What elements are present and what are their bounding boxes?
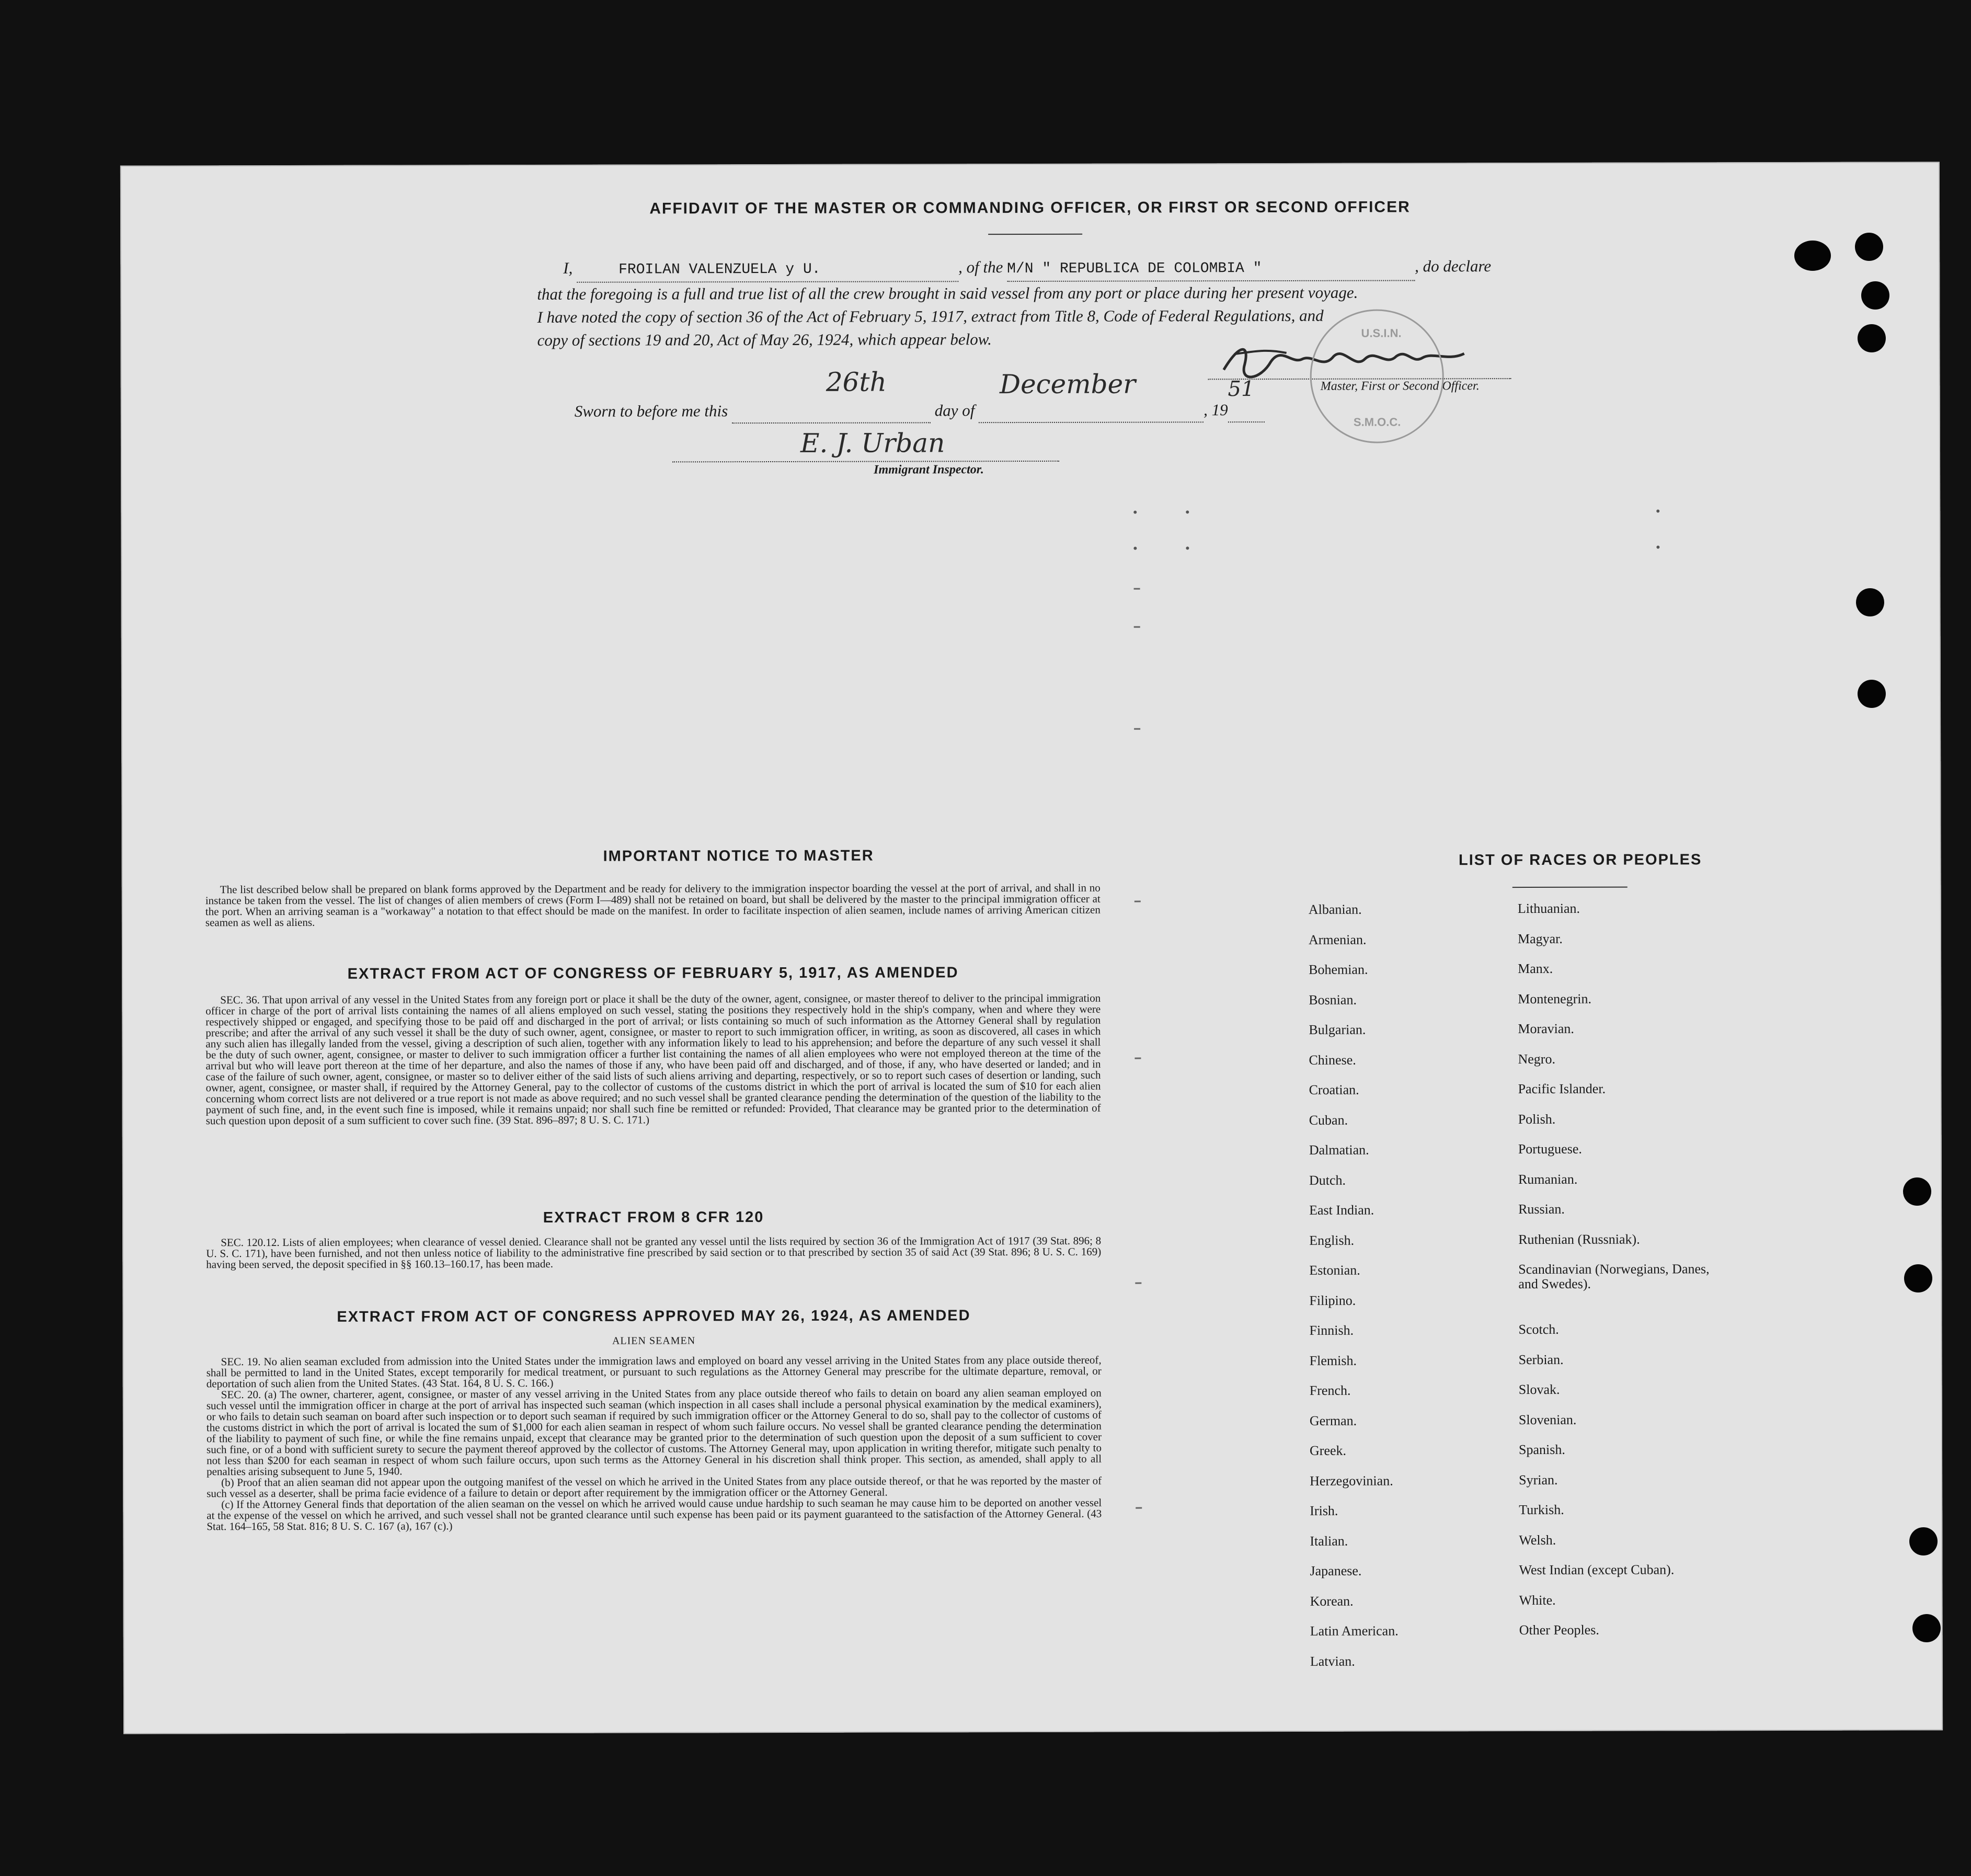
punch-hole [1858, 680, 1886, 708]
punch-hole [1903, 1177, 1931, 1206]
affidavit-title: AFFIDAVIT OF THE MASTER OR COMMANDING OFFICER, OR FIRST OR SECOND OFFICER [649, 198, 1411, 218]
race-item: Other Peoples. [1519, 1622, 1599, 1638]
bleed-mark [1656, 509, 1659, 512]
race-item: Cuban. [1309, 1112, 1348, 1128]
punch-hole [1909, 1527, 1938, 1555]
sworn-month: December [999, 369, 1136, 400]
race-item: Croatian. [1309, 1082, 1359, 1097]
inspector-caption: Immigrant Inspector. [874, 463, 984, 477]
inspector-signature-line [672, 461, 1059, 463]
sworn-year: 51 [1228, 377, 1255, 402]
race-item: Slovenian. [1518, 1412, 1577, 1427]
race-item: White. [1519, 1592, 1556, 1608]
race-item: Serbian. [1518, 1352, 1564, 1367]
sworn-day: 26th [826, 367, 887, 397]
race-item: Bohemian. [1309, 962, 1368, 977]
race-item: Armenian. [1308, 932, 1367, 947]
do-declare-label: , do declare [1415, 257, 1492, 276]
extract-1924-sec20b: (b) Proof that an alien seaman did not appear upon the outgoing manifest of the vessel on which he arrived in the United States from any place outside thereof, or that he was reported by the master of such vessel as a deserter, shall be prima facie evidence of a failure to detain or deport after requirement by the immigration officer or the Attorney General. [207, 1474, 1102, 1500]
master-caption: Master, First or Second Officer. [1320, 379, 1480, 393]
extract-1924-sec20a: SEC. 20. (a) The owner, charterer, agent, consignee, or master of any vessel arriving in the United States from any place outside thereof who fails to detain on board any alien seaman employed on such vessel until the immigration officer in charge at the port of arrival has inspected such seaman (which inspection in all cases shall include a personal physical examination by the medical examiners), or who fails to detain such seaman on board after such inspection or to deport such seaman if required by such immigration officer or the Attorney General to do so, shall pay to the collector of customs of the customs district in which the port of arrival is located the sum of $1,000 for each alien seaman in respect of whom such failure occurs. No vessel shall be granted clearance pending the determination of the liability to payment of such fine, or while the fine remains unpaid, except that clearance may be granted prior to the determination of such question upon the deposit of a sum sufficient to cover such fine, or of a bond with sufficient surety to secure the payment thereof approved by the collector of customs. The Attorney General may, upon application in writing therefor, mitigate such penalty to not less than $200 for each seaman in respect of whom such failure occurs, upon such terms as the Attorney General in his discretion shall think proper. This section, as amended, shall apply to all penalties arising subsequent to June 5, 1940. [206, 1386, 1102, 1478]
bleed-mark [1656, 545, 1659, 548]
declaration-line-2: that the foregoing is a full and true list of all the crew brought in said vessel from any port or place during her present voyage. [537, 283, 1358, 303]
race-item: East Indian. [1309, 1202, 1374, 1218]
bleed-mark [1186, 546, 1189, 550]
bleed-mark [1133, 511, 1137, 514]
race-item: Slovak. [1518, 1381, 1560, 1398]
notice-body [205, 883, 1101, 929]
punch-hole [1904, 1264, 1932, 1292]
sworn-line [574, 367, 1265, 424]
punch-hole [1861, 281, 1889, 310]
race-item: Greek. [1309, 1443, 1347, 1458]
race-item: Syrian. [1519, 1472, 1558, 1488]
declaration-line-4: copy of sections 19 and 20, Act of May 26, 1924, which appear below. [537, 330, 992, 349]
punch-hole [1858, 324, 1886, 352]
bleed-mark [1186, 510, 1189, 513]
bleed-mark [1135, 1283, 1141, 1284]
race-item: Herzegovinian. [1310, 1473, 1393, 1489]
race-item: French. [1309, 1382, 1351, 1398]
race-item: Filipino. [1309, 1292, 1356, 1308]
race-item: Japanese. [1310, 1563, 1362, 1578]
vessel-name-field: M/N " REPUBLICA DE COLOMBIA " [1007, 260, 1262, 278]
race-item: Irish. [1310, 1503, 1338, 1518]
race-item: Finnish. [1309, 1322, 1354, 1338]
race-item: Polish. [1518, 1111, 1556, 1127]
race-item: Latin American. [1310, 1623, 1399, 1639]
extract-1924-title: EXTRACT FROM ACT OF CONGRESS APPROVED MAY 26, 1924, AS AMENDED [337, 1307, 971, 1325]
race-item: Welsh. [1519, 1532, 1556, 1548]
extract-1924-body [207, 1355, 1102, 1532]
bleed-mark [1134, 588, 1140, 590]
race-item: Chinese. [1309, 1052, 1356, 1068]
extract-1924-sec20c: (c) If the Attorney General finds that deportation of the alien seaman on the vessel on which he arrived would cause undue hardship to such seaman he may cause him to be deported on another vessel at the expense of the vessel on which he arrived, and such vessel shall not be granted clearance until such expense has been paid or its payment guaranteed to the satisfaction of the Attorney General. (43 Stat. 164–165, 58 Stat. 816; 8 U. S. C. 167 (a), 167 (c).) [207, 1496, 1102, 1533]
race-item: Albanian. [1308, 901, 1362, 917]
punch-hole [1912, 1614, 1941, 1642]
race-item: Russian. [1518, 1201, 1565, 1217]
extract-cfr-title: EXTRACT FROM 8 CFR 120 [543, 1209, 764, 1226]
race-item: Ruthenian (Russniak). [1518, 1231, 1640, 1247]
race-item: Portuguese. [1518, 1141, 1582, 1157]
race-item: Rumanian. [1518, 1171, 1578, 1187]
year-prefix: , 19 [1204, 401, 1228, 419]
bleed-mark [1135, 1058, 1141, 1059]
race-item: Latvian. [1310, 1653, 1355, 1669]
document-page [120, 162, 1943, 1734]
punch-hole [1794, 241, 1831, 271]
race-item: Estonian. [1309, 1262, 1360, 1278]
extract-cfr-body [206, 1236, 1101, 1271]
race-item: Bosnian. [1309, 992, 1357, 1008]
race-item: Manx. [1518, 960, 1553, 977]
race-item: Magyar. [1517, 931, 1563, 946]
race-item: Moravian. [1518, 1021, 1574, 1037]
extract-1924-subtitle: ALIEN SEAMEN [612, 1335, 696, 1347]
race-item: Dutch. [1309, 1172, 1346, 1188]
title-rule [988, 234, 1082, 235]
race-item: Bulgarian. [1309, 1022, 1366, 1037]
race-item: Pacific Islander. [1518, 1081, 1606, 1097]
race-item: Dalmatian. [1309, 1142, 1369, 1158]
race-item: Turkish. [1519, 1502, 1564, 1518]
race-item: Montenegrin. [1518, 991, 1592, 1006]
extract-1917-body [205, 993, 1101, 1127]
of-the-label: , of the [958, 258, 1003, 277]
bleed-mark [1135, 901, 1141, 902]
race-item: West Indian (except Cuban). [1519, 1562, 1675, 1578]
official-stamp: U.S.I.N. S.M.O.C. [1310, 309, 1444, 443]
master-name-field: FROILAN VALENZUELA y U. [618, 261, 821, 278]
notice-title: IMPORTANT NOTICE TO MASTER [603, 847, 874, 865]
inspector-signature: E. J. Urban [800, 428, 945, 459]
races-column-2 [120, 162, 1940, 165]
punch-hole [1856, 588, 1884, 616]
i-label: I, [563, 258, 573, 277]
bleed-mark [1133, 547, 1137, 550]
race-item: Flemish. [1309, 1353, 1357, 1368]
race-item: Scandinavian (Norwegians, Danes, and Swedes). [1518, 1261, 1710, 1292]
bleed-mark [1134, 626, 1140, 628]
races-title-rule [1512, 887, 1628, 888]
races-column-1 [120, 162, 1940, 165]
race-item: Italian. [1310, 1533, 1348, 1549]
race-item: Negro. [1518, 1051, 1555, 1067]
punch-hole [1855, 233, 1883, 261]
race-item: English. [1309, 1232, 1355, 1248]
affidavit-declaration [537, 254, 1677, 352]
extract-1924-sec19: SEC. 19. No alien seaman excluded from admission into the United States under the immigration laws and employed on board any vessel arriving in the United States from any place outside thereof, shall be permitted to land in the United States, except temporarily for medical treatment, or pursuant to such regulations as the Attorney General may prescribe for the ultimate departure, removal, or deportation of such alien from the United States. (43 Stat. 164, 8 U. S. C. 166.) [206, 1353, 1102, 1390]
extract-cfr-paragraph: SEC. 120.12. Lists of alien employees; when clearance of vessel denied. Clearance shall not be granted any vessel until the lists required by section 36 of the Immigration Act of 1917 (39 Stat. 896; 8 U. S. C. 171), have been furnished, and not then unless notice of liability to the administrative fine prescribed by said section or to that prescribed by section 35 of said Act (39 Stat. 896; 8 U. S. C. 169) having been served, the deposit specified in §§ 160.13–160.17, has been made. [206, 1234, 1102, 1271]
extract-1917-paragraph: SEC. 36. That upon arrival of any vessel in the United States from any foreign port or place it shall be the duty of the owner, agent, consignee, or master thereof to deliver to the principal immigration officer in charge of the port of arrival lists containing the names of all aliens employed on such vessel, stating the positions they respectively hold in the ship's company, when and where they were respectively shipped or engaged, and specifying those to be paid off and discharged in the port of arrival; or lists containing so much of such information as the Attorney General shall by regulation prescribe; and after the arrival of any such vessel it shall be the duty of such owner, agent, consignee, or master to report to such immigration officer, in writing, as soon as discovered, all cases in which any such alien has illegally landed from the vessel, giving a description of such alien, together with any information likely to lead to his apprehension; and before the departure of any such vessel it shall be the duty of such owner, agent, consignee, or master to deliver to such immigration officer a further list containing the names of all alien employees who were not employed thereon at the time of the arrival but who will leave port thereon at the time of her departure, and also the names of those if any, who have been paid off and discharged, and of those, if any, who have deserted or landed; and in case of the failure of such owner, agent, consignee, or master so to deliver either of the said lists of such aliens arriving and departing, respectively, or so to report such cases of desertion or landing, such owner, agent, consignee, or master shall, if required by the Attorney General, pay to the collector of customs of the customs district in which the port of arrival is located the sum of $10 for each alien concerning whom correct lists are not delivered or a true report is not made as above required; and no such vessel shall be granted clearance pending the determination of the question of the liability to the payment of such fine, and, in the event such fine is imposed, while it remains unpaid; nor shall such fine be remitted or refunded: Provided, That clearance may be granted prior to the determination of such question upon deposit of a sum sufficient to cover such fine. (39 Stat. 896–897; 8 U. S. C. 171.) [205, 991, 1101, 1127]
notice-paragraph: The list described below shall be prepared on blank forms approved by the Department and be ready for delivery to the immigration inspector boarding the vessel at the port of arrival, and shall in no instance be taken from the vessel. The list of changes of alien members of crews (Form I—489) shall not be retained on board, but shall be delivered by the master to the principal immigration officer at the port. When an arriving seaman is a "workaway" a notation to that effect should be made on the manifest. In order to facilitate inspection of alien seamen, include names of arriving American citizen seamen as well as aliens. [205, 881, 1101, 929]
race-item: Scotch. [1518, 1321, 1559, 1337]
bleed-mark [1134, 728, 1140, 730]
extract-1917-title: EXTRACT FROM ACT OF CONGRESS OF FEBRUARY 5, 1917, AS AMENDED [347, 964, 959, 982]
race-item: Korean. [1310, 1593, 1354, 1609]
races-title: LIST OF RACES OR PEOPLES [1458, 851, 1702, 869]
sworn-label: Sworn to before me this [574, 402, 728, 420]
bleed-mark [1136, 1507, 1142, 1509]
race-item: Lithuanian. [1517, 900, 1580, 917]
day-of-label: day of [934, 401, 975, 420]
declaration-line-3: I have noted the copy of section 36 of the Act of February 5, 1917, extract from Title 8, Code of Federal Regulations, and [537, 306, 1324, 326]
race-item: Spanish. [1518, 1442, 1565, 1458]
race-item: German. [1309, 1413, 1357, 1428]
